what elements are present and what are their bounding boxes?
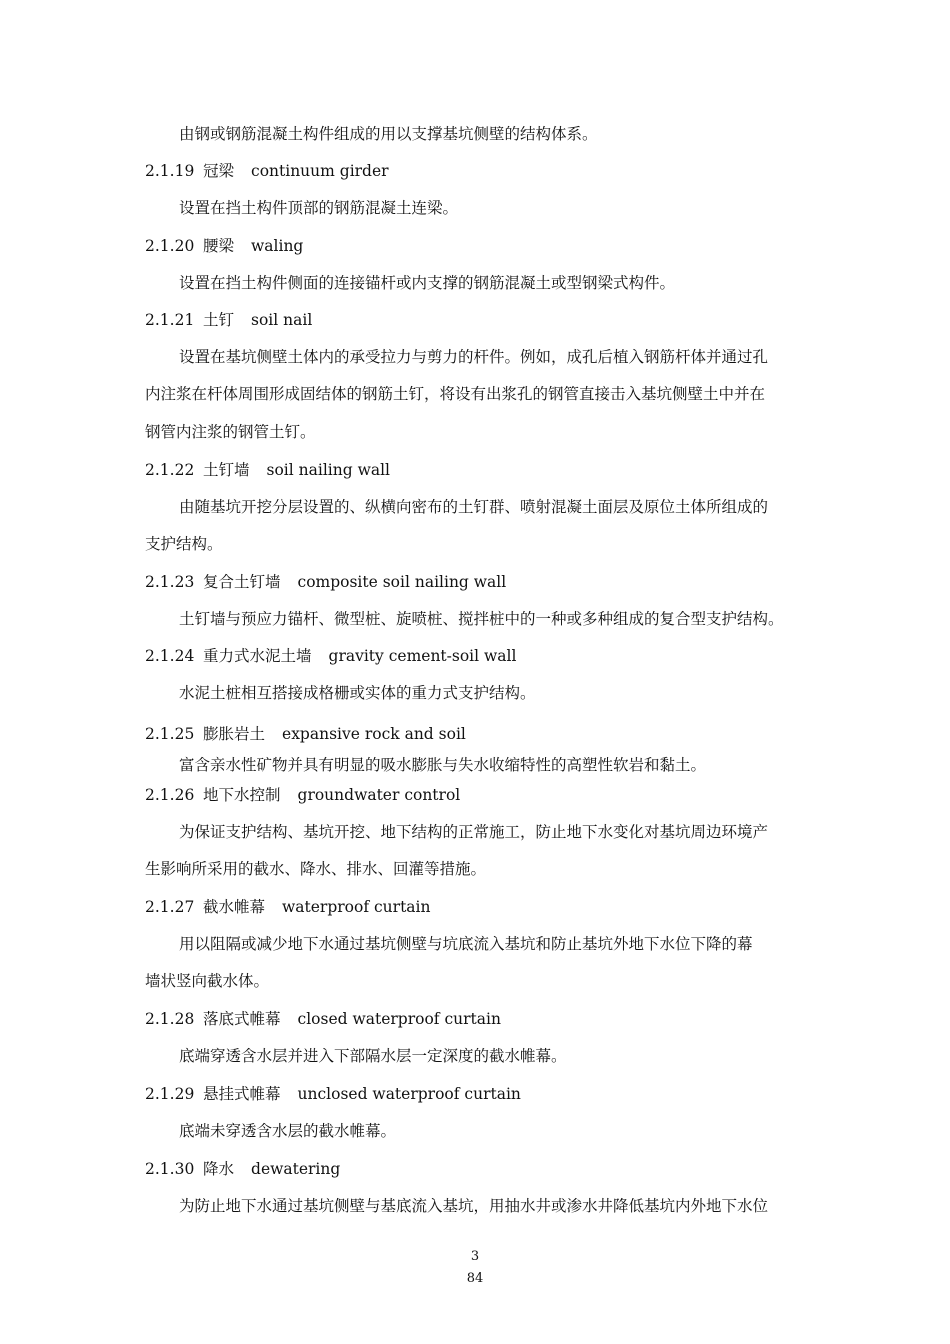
term-number: 2.1.24	[145, 647, 195, 665]
term-definition: 为防止地下水通过基坑侧壁与基底流入基坑，用抽水井或渗水井降低基坑内外地下水位	[179, 1197, 769, 1215]
term-english: groundwater control	[297, 786, 461, 804]
term-english: expansive rock and soil	[282, 725, 466, 743]
term-heading	[0, 723, 950, 745]
term-english: unclosed waterproof curtain	[297, 1085, 521, 1103]
term-heading	[0, 645, 950, 667]
term-heading	[0, 784, 950, 806]
term-number: 2.1.23	[145, 573, 195, 591]
term-chinese: 降水	[203, 1160, 235, 1178]
term-chinese: 土钉墙	[203, 461, 250, 479]
term-number: 2.1.29	[145, 1085, 195, 1103]
term-english: waterproof curtain	[282, 898, 431, 916]
term-english: composite soil nailing wall	[297, 573, 507, 591]
term-definition: 设置在基坑侧壁土体内的承受拉力与剪力的杆件。例如，成孔后植入钢筋杆体并通过孔	[179, 348, 769, 366]
term-number: 2.1.20	[145, 237, 195, 255]
term-number: 2.1.25	[145, 725, 195, 743]
term-definition: 为保证支护结构、基坑开挖、地下结构的正常施工，防止地下水变化对基坑周边环境产	[179, 823, 769, 841]
sheet-number: 84	[466, 1271, 484, 1286]
term-heading	[0, 160, 950, 182]
term-chinese: 腰梁	[203, 237, 235, 255]
term-heading	[0, 896, 950, 918]
term-definition: 富含亲水性矿物并具有明显的吸水膨胀与失水收缩特性的高塑性软岩和黏土。	[179, 756, 707, 774]
term-definition: 支护结构。	[145, 535, 223, 553]
term-definition: 设置在挡土构件侧面的连接锚杆或内支撑的钢筋混凝土或型钢梁式构件。	[179, 274, 676, 292]
term-number: 2.1.22	[145, 461, 195, 479]
term-heading	[0, 459, 950, 481]
term-number: 2.1.19	[145, 162, 195, 180]
term-number: 2.1.26	[145, 786, 195, 804]
term-definition: 底端穿透含水层并进入下部隔水层一定深度的截水帷幕。	[179, 1047, 567, 1065]
term-number: 2.1.30	[145, 1160, 195, 1178]
term-chinese: 土钉	[203, 311, 235, 329]
term-chinese: 截水帷幕	[203, 898, 266, 916]
term-english: soil nail	[251, 311, 313, 329]
term-heading	[0, 309, 950, 331]
term-chinese: 重力式水泥土墙	[203, 647, 312, 665]
term-definition: 水泥土桩相互搭接成格栅或实体的重力式支护结构。	[179, 684, 536, 702]
term-english: closed waterproof curtain	[297, 1010, 501, 1028]
term-definition: 钢管内注浆的钢管土钉。	[145, 423, 316, 441]
term-heading	[0, 1158, 950, 1180]
page-number: 3	[470, 1249, 480, 1264]
term-english: soil nailing wall	[266, 461, 390, 479]
term-chinese: 落底式帷幕	[203, 1010, 281, 1028]
term-heading	[0, 1008, 950, 1030]
term-chinese: 膨胀岩土	[203, 725, 266, 743]
term-chinese: 复合土钉墙	[203, 573, 281, 591]
term-english: dewatering	[251, 1160, 341, 1178]
term-english: waling	[251, 237, 304, 255]
term-number: 2.1.21	[145, 311, 195, 329]
term-chinese: 冠梁	[203, 162, 235, 180]
term-number: 2.1.28	[145, 1010, 195, 1028]
term-definition: 内注浆在杆体周围形成固结体的钢筋土钉，将设有出浆孔的钢管直接击入基坑侧壁土中并在	[145, 385, 766, 403]
term-definition: 土钉墙与预应力锚杆、微型桩、旋喷桩、搅拌桩中的一种或多种组成的复合型支护结构。	[179, 610, 784, 628]
term-definition: 底端未穿透含水层的截水帷幕。	[179, 1122, 397, 1140]
term-number: 2.1.27	[145, 898, 195, 916]
term-definition: 墙状竖向截水体。	[145, 972, 270, 990]
term-english: continuum girder	[251, 162, 389, 180]
term-heading	[0, 1083, 950, 1105]
term-definition: 生影响所采用的截水、降水、排水、回灌等措施。	[145, 860, 487, 878]
term-chinese: 地下水控制	[203, 786, 281, 804]
term-chinese: 悬挂式帷幕	[203, 1085, 281, 1103]
intro-paragraph: 由钢或钢筋混凝土构件组成的用以支撑基坑侧壁的结构体系。	[179, 125, 598, 143]
term-definition: 用以阻隔或减少地下水通过基坑侧壁与坑底流入基坑和防止基坑外地下水位下降的幕	[179, 935, 753, 953]
term-definition: 由随基坑开挖分层设置的、纵横向密布的土钉群、喷射混凝土面层及原位土体所组成的	[179, 498, 769, 516]
term-definition: 设置在挡土构件顶部的钢筋混凝土连梁。	[179, 199, 459, 217]
term-heading	[0, 571, 950, 593]
term-heading	[0, 235, 950, 257]
term-english: gravity cement-soil wall	[328, 647, 517, 665]
